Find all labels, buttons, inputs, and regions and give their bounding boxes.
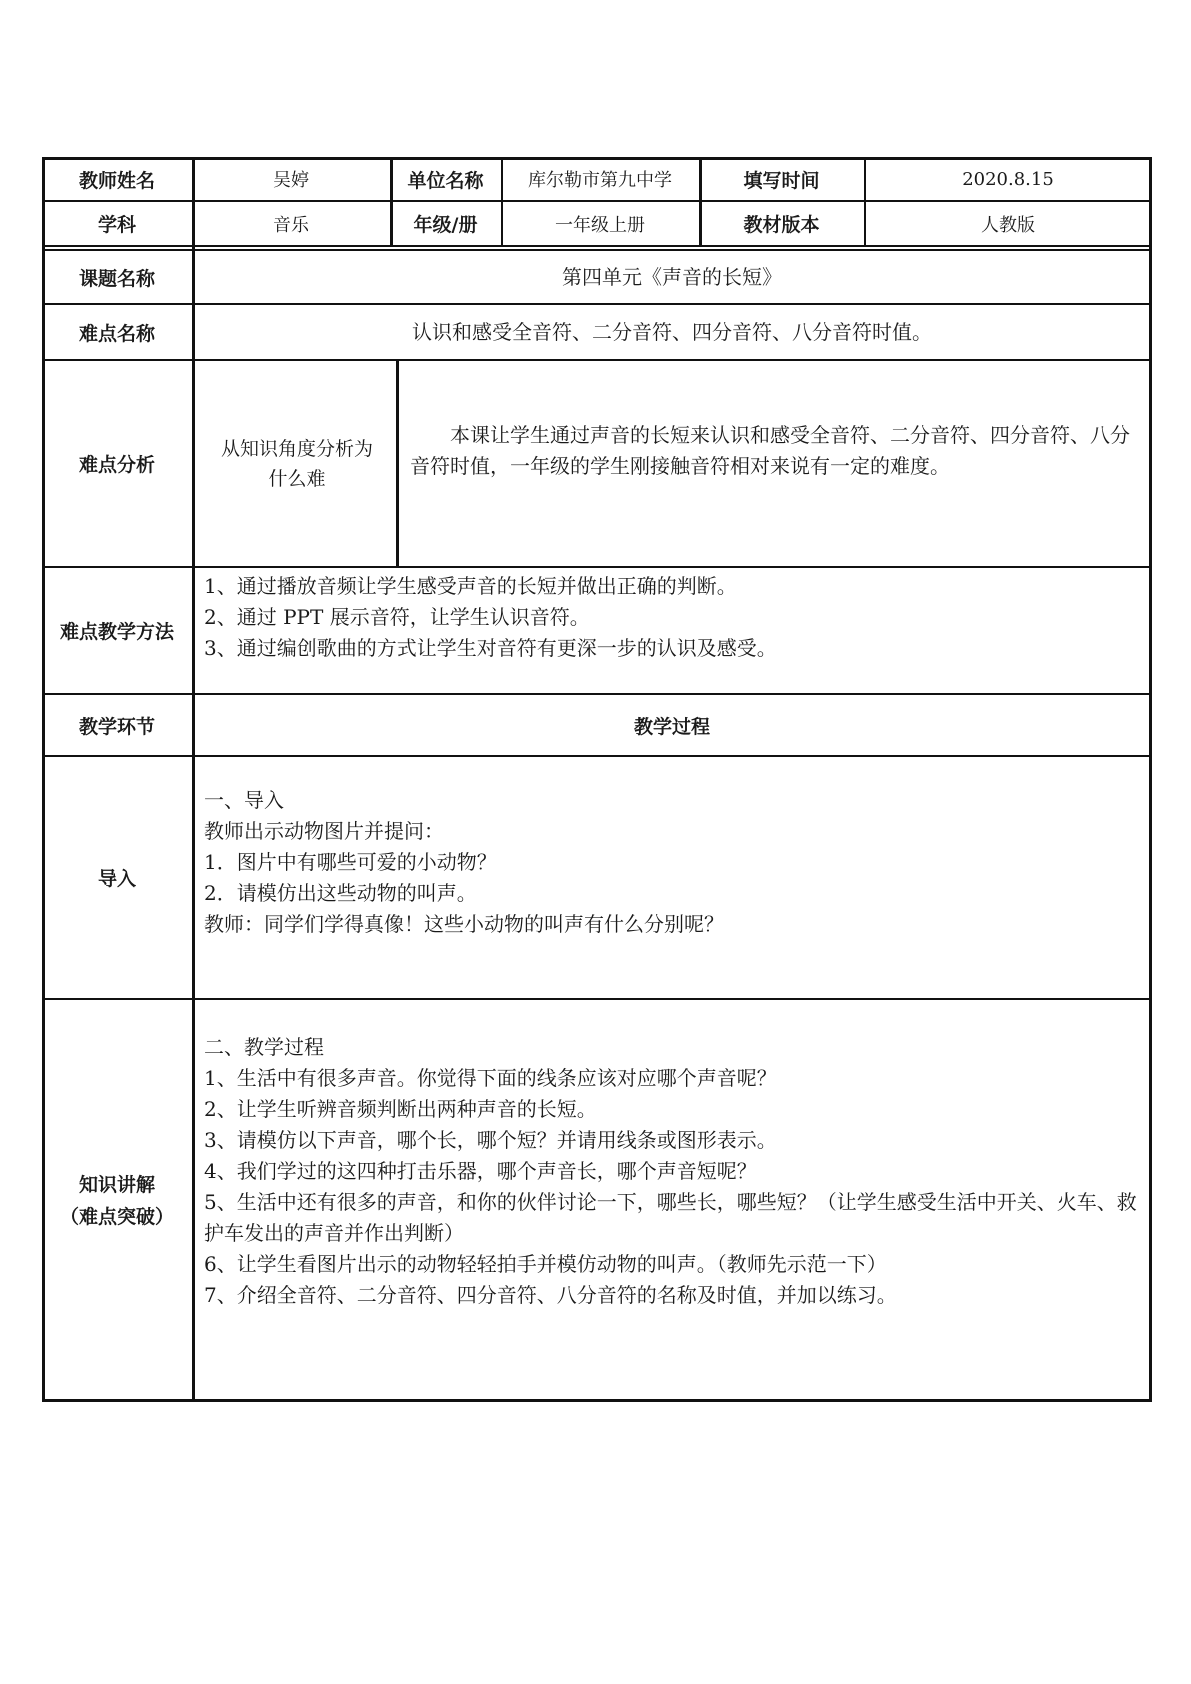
edition-value: 人教版 xyxy=(981,214,1035,236)
stage-label: 教学环节 xyxy=(78,715,155,738)
topic-row xyxy=(42,250,1152,304)
knowledge-content xyxy=(204,1032,1144,1311)
subject-value: 音乐 xyxy=(273,214,309,236)
analysis-label: 难点分析 xyxy=(78,454,155,476)
list-item: 5、生活中还有很多的声音，和你的伙伴讨论一下，哪些长，哪些短？（让学生感受生活中开关、火车、救护车发出的声音并作出判断） xyxy=(204,1190,1137,1245)
list-item: 7、介绍全音符、二分音符、四分音符、八分音符的名称及时值，并加以练习。 xyxy=(204,1283,897,1307)
list-item: 一、导入 xyxy=(204,788,284,812)
list-item: 2．请模仿出这些动物的叫声。 xyxy=(204,881,477,905)
list-item: 教师：同学们学得真像！这些小动物的叫声有什么分别呢？ xyxy=(204,912,724,936)
knowledge-label xyxy=(42,999,192,1402)
knowledge-label-line1: 知识讲解 xyxy=(78,1173,155,1196)
intro-row xyxy=(42,756,1152,999)
list-item: 3、请模仿以下声音，哪个长，哪个短？并请用线条或图形表示。 xyxy=(204,1128,777,1152)
methods-row xyxy=(42,567,1152,694)
analysis-row xyxy=(42,360,1152,567)
date-value: 2020.8.15 xyxy=(962,168,1054,190)
intro-content xyxy=(204,785,1144,940)
header-row-1 xyxy=(42,157,1152,201)
difficulty-value: 认识和感受全音符、二分音符、四分音符、八分音符时值。 xyxy=(412,319,932,344)
list-item: 6、让学生看图片出示的动物轻轻拍手并模仿动物的叫声。（教师先示范一下） xyxy=(204,1252,887,1276)
analysis-text: 本课让学生通过声音的长短来认识和感受全音符、二分音符、四分音符、八分音符时值，一年级的学生刚接触音符相对来说有一定的难度。 xyxy=(410,423,1130,478)
topic-label: 课题名称 xyxy=(78,267,155,290)
edition-label: 教材版本 xyxy=(743,214,820,236)
knowledge-label-line2: （难点突破） xyxy=(59,1205,174,1228)
difficulty-row xyxy=(42,304,1152,360)
methods-label: 难点教学方法 xyxy=(59,621,174,643)
intro-label: 导入 xyxy=(97,868,136,890)
grade-value: 一年级上册 xyxy=(555,214,645,236)
unit-label: 单位名称 xyxy=(407,169,484,192)
teacher-label: 教师姓名 xyxy=(78,169,155,192)
subject-label: 学科 xyxy=(97,214,136,236)
topic-value: 第四单元《声音的长短》 xyxy=(562,264,782,289)
list-item: 2、通过 PPT 展示音符，让学生认识音符。 xyxy=(204,605,590,629)
list-item: 4、我们学过的这四种打击乐器，哪个声音长，哪个声音短呢？ xyxy=(204,1159,757,1183)
list-item: 1．图片中有哪些可爱的小动物？ xyxy=(204,850,497,874)
list-item: 1、生活中有很多声音。你觉得下面的线条应该对应哪个声音呢？ xyxy=(204,1066,777,1090)
header-row-2 xyxy=(42,201,1152,246)
grade-label: 年级/册 xyxy=(413,214,478,236)
knowledge-row xyxy=(42,999,1152,1402)
list-item: 2、让学生听辨音频判断出两种声音的长短。 xyxy=(204,1097,597,1121)
list-item: 1、通过播放音频让学生感受声音的长短并做出正确的判断。 xyxy=(204,574,737,598)
methods-list xyxy=(204,571,1144,664)
list-item: 3、通过编创歌曲的方式让学生对音符有更深一步的认识及感受。 xyxy=(204,636,777,660)
analysis-sub-label: 从知识角度分析为什么难 xyxy=(220,437,373,490)
process-label: 教学过程 xyxy=(633,715,710,738)
list-item: 二、教学过程 xyxy=(204,1035,324,1059)
unit-value: 库尔勒市第九中学 xyxy=(528,170,672,191)
difficulty-label: 难点名称 xyxy=(78,322,155,345)
teacher-value: 吴婷 xyxy=(273,170,309,191)
date-label: 填写时间 xyxy=(743,169,820,192)
process-header-row xyxy=(42,694,1152,756)
list-item: 教师出示动物图片并提问： xyxy=(204,819,444,843)
